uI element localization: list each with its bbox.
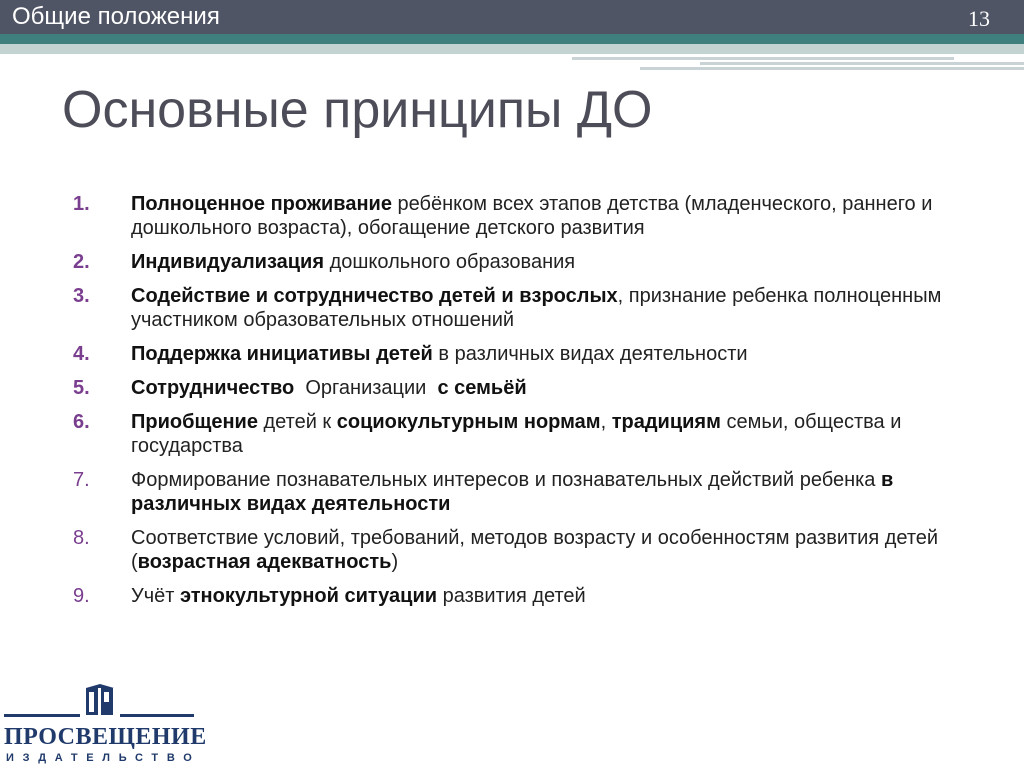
list-item-text <box>131 410 953 458</box>
publisher-logo <box>0 682 207 768</box>
list-item-fragment: дошкольного образования <box>324 251 576 273</box>
list-item <box>73 468 953 516</box>
list-item-fragment: , <box>600 411 612 433</box>
list-item-fragment: , признание ребенка полноценным участником образовательных отношений <box>131 285 947 331</box>
list-item-emphasis: Содействие и сотрудничество детей и взрослых <box>131 285 618 307</box>
header-accent-line <box>640 67 1024 70</box>
list-item-emphasis: в различных видах деятельности <box>131 469 899 515</box>
list-item-text <box>131 342 953 366</box>
list-item-text <box>131 192 953 240</box>
logo-rule-right <box>120 714 194 717</box>
list-item <box>73 584 953 608</box>
list-item-emphasis: Индивидуализация <box>131 251 325 273</box>
logo-rule-left <box>4 714 80 717</box>
list-item-fragment: Учёт <box>131 585 180 607</box>
list-item-emphasis: социокультурным нормам <box>336 411 601 433</box>
list-item-emphasis: этнокультурной ситуации <box>179 585 438 607</box>
list-item-number: 4. <box>73 343 90 365</box>
list-item <box>73 250 953 274</box>
list-item-text <box>131 468 953 516</box>
list-item-emphasis: Приобщение <box>131 411 258 433</box>
list-item-fragment: ребёнком всех этапов детства (младенческого, раннего и дошкольного возраста), обогащение детского развития <box>131 193 938 239</box>
header-accent-line <box>700 62 1024 65</box>
list-item <box>73 192 953 240</box>
list-item-emphasis: Полноценное проживание <box>131 193 392 215</box>
list-item-number: 2. <box>73 251 90 273</box>
list-item-emphasis: возрастная адекватность <box>137 551 392 573</box>
list-item-emphasis: Поддержка инициативы детей <box>131 343 433 365</box>
list-item-text <box>131 250 953 274</box>
list-item-emphasis: с семьёй <box>437 377 527 399</box>
header-accent-band <box>0 34 1024 44</box>
list-item-number: 5. <box>73 377 90 399</box>
list-item-fragment: Организации <box>294 377 438 399</box>
list-item-emphasis: Сотрудничество <box>131 377 295 399</box>
logo-subtitle: ИЗДАТЕЛЬСТВО <box>6 752 201 764</box>
publisher-emblem-icon <box>84 684 116 716</box>
list-item-fragment: детей к <box>257 411 337 433</box>
list-item-fragment: в различных видах деятельности <box>432 343 748 365</box>
list-item-fragment: развития детей <box>437 585 586 607</box>
list-item-number: 6. <box>73 411 90 433</box>
page-title: Основные принципы ДО <box>62 81 653 139</box>
list-item-fragment: ) <box>391 551 399 573</box>
list-item-fragment: Соответствие условий, требований, методов возрасту и особенностям развития детей ( <box>131 527 944 573</box>
list-item-number: 9. <box>73 585 90 607</box>
header-accent-line <box>572 57 954 60</box>
list-item-text <box>131 376 953 400</box>
list-item-text <box>131 284 953 332</box>
list-item-text <box>131 526 953 574</box>
list-item <box>73 284 953 332</box>
principles-list <box>73 192 953 618</box>
section-title: Общие положения <box>12 3 220 30</box>
slide-number: 13 <box>968 6 990 31</box>
list-item <box>73 342 953 366</box>
logo-name: ПРОСВЕЩЕНИЕ <box>4 724 207 750</box>
list-item <box>73 410 953 458</box>
list-item-text <box>131 584 953 608</box>
list-item-emphasis: традициям <box>611 411 721 433</box>
list-item-number: 8. <box>73 527 90 549</box>
list-item <box>73 376 953 400</box>
list-item-number: 1. <box>73 193 90 215</box>
header-bar <box>0 0 1024 34</box>
list-item-number: 3. <box>73 285 90 307</box>
list-item <box>73 526 953 574</box>
list-item-fragment: семьи, общества и государства <box>131 411 907 457</box>
list-item-number: 7. <box>73 469 90 491</box>
list-item-fragment: Формирование познавательных интересов и познавательных действий ребенка <box>131 469 881 491</box>
header-accent-underlay <box>0 44 1024 54</box>
